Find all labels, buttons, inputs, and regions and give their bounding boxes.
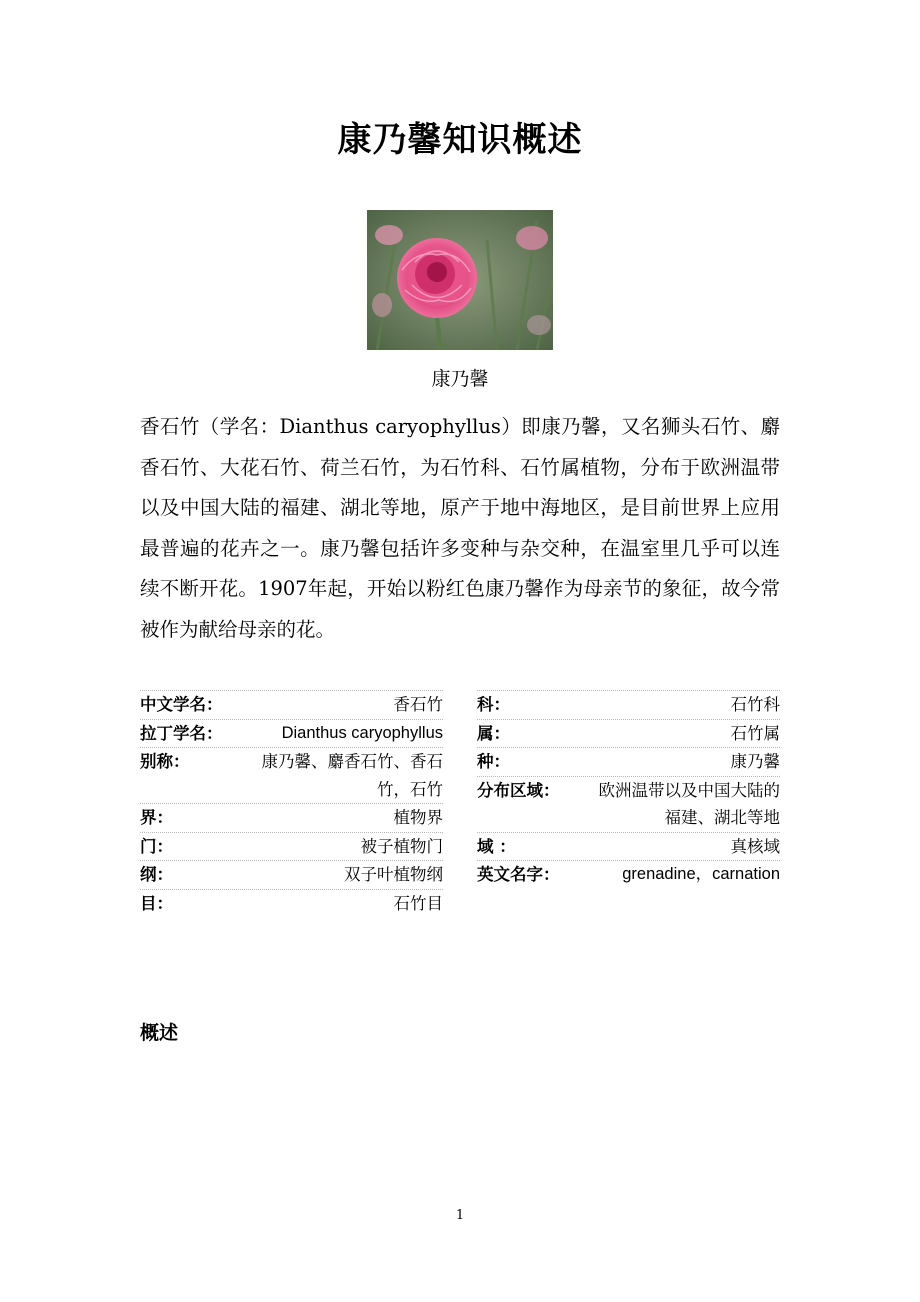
- infobox-key: 纲：: [140, 865, 173, 884]
- carnation-photo: [367, 210, 553, 350]
- infobox-row: [140, 832, 443, 861]
- infobox-key: 分布区域：: [477, 780, 560, 800]
- infobox-key: 目：: [140, 893, 173, 913]
- infobox-row: [140, 719, 443, 748]
- figure-caption: 康乃馨: [431, 368, 489, 390]
- infobox-key: 别称：: [140, 752, 190, 771]
- page-number: 1: [455, 1208, 465, 1223]
- infobox-row: [477, 776, 780, 832]
- intro-paragraph: 香石竹（学名：Dianthus caryophyllus）即康乃馨，又名狮头石竹、麝香石竹、大花石竹、荷兰石竹，为石竹科、石竹属植物，分布于欧洲温带以及中国大陆的福建、湖北等地，原产于地中海地区，是目前世界上应用最普遍的花卉之一。康乃馨包括许多变种与杂交种，在温室里几乎可以连续不断开花。1907年起，开始以粉红色康乃馨作为母亲节的象征，故今常被作为献给母亲的花。: [140, 415, 780, 641]
- infobox-value: 香石竹: [393, 695, 443, 714]
- infobox-key: 种：: [477, 752, 510, 771]
- infobox-row: [140, 860, 443, 889]
- infobox-value: 石竹科: [730, 695, 780, 714]
- carnation-illustration: [367, 210, 553, 350]
- infobox-key: 界：: [140, 808, 173, 827]
- infobox-value: Dianthus caryophyllus: [281, 723, 443, 742]
- infobox-value: 石竹属: [730, 723, 780, 743]
- infobox-right: [477, 690, 780, 889]
- infobox-key: 域 ：: [477, 836, 516, 856]
- infobox-value: 石竹目: [393, 893, 443, 913]
- infobox-key: 中文学名：: [140, 695, 223, 714]
- infobox-value: 双子叶植物纲: [344, 865, 443, 884]
- infobox-row: [477, 719, 780, 748]
- infobox-value: 被子植物门: [360, 836, 443, 856]
- infobox-row: [477, 747, 780, 776]
- infobox-row: [140, 889, 443, 918]
- infobox-value: 康乃馨: [730, 752, 780, 771]
- infobox-key: 属：: [477, 723, 510, 743]
- infobox-value: 欧洲温带以及中国大陆的福建、湖北等地: [598, 780, 780, 827]
- infobox-row: [140, 747, 443, 803]
- infobox-row: [140, 803, 443, 832]
- infobox-left: [140, 690, 443, 917]
- infobox-row: [140, 690, 443, 719]
- infobox-key: 门：: [140, 836, 173, 856]
- infobox-row: [477, 860, 780, 889]
- section-heading: 概述: [140, 1022, 179, 1044]
- infobox-key: 英文名字：: [477, 865, 560, 884]
- infobox-value: 真核域: [730, 836, 780, 856]
- infobox-row: [477, 832, 780, 861]
- infobox-value: 植物界: [393, 808, 443, 827]
- infobox-value: grenadine，carnation: [622, 865, 780, 883]
- infobox-value: 康乃馨、麝香石竹、香石竹，石竹: [261, 752, 443, 799]
- infobox-key: 拉丁学名：: [140, 723, 223, 743]
- infobox-key: 科：: [477, 695, 510, 714]
- infobox-row: [477, 690, 780, 719]
- page-title: 康乃馨知识概述: [337, 120, 583, 160]
